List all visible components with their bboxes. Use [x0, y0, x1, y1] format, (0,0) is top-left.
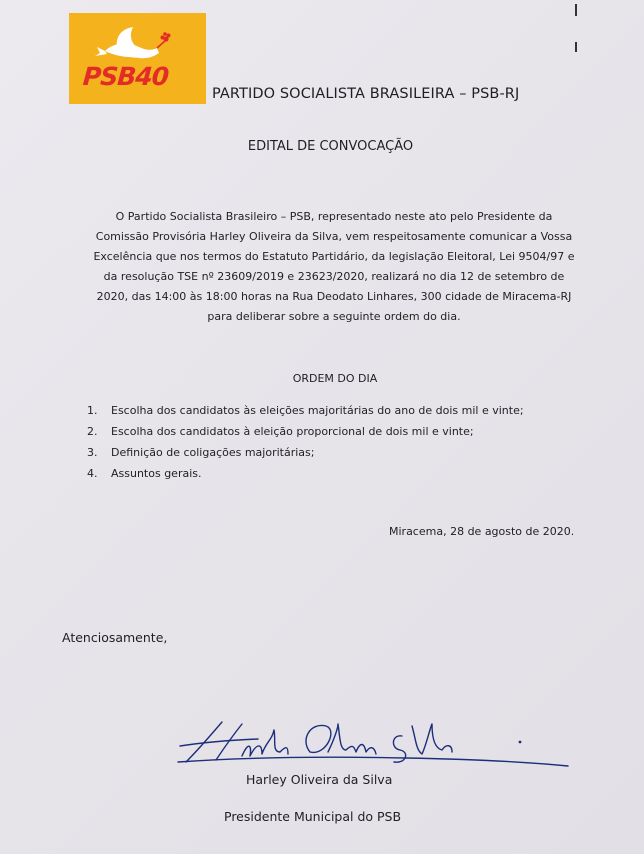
agenda-item — [87, 402, 524, 423]
agenda-item-number: 2. — [87, 425, 98, 438]
paragraph-line: O Partido Socialista Brasileiro – PSB, representado neste ato pelo Presidente da — [115, 210, 553, 223]
psb40-logo — [69, 13, 206, 104]
signer-role: Presidente Municipal do PSB — [224, 809, 402, 824]
closing-salutation: Atenciosamente, — [62, 630, 168, 645]
agenda-item-number: 4. — [87, 467, 98, 480]
place-date-line: Miracema, 28 de agosto de 2020. — [389, 525, 575, 538]
logo-wordmark: PSB40 — [81, 62, 170, 91]
agenda-list — [87, 402, 524, 486]
handwritten-signature — [176, 712, 576, 774]
agenda-item-text: Assuntos gerais. — [111, 467, 202, 480]
scan-mark — [575, 42, 577, 52]
agenda-item — [87, 465, 524, 486]
agenda-item — [87, 423, 524, 444]
paragraph-line: Excelência que nos termos do Estatuto Partidário, da legislação Eleitoral, Lei 9504/97 e — [93, 250, 575, 263]
agenda-item-number: 3. — [87, 446, 98, 459]
paragraph-line: Comissão Provisória Harley Oliveira da Silva, vem respeitosamente comunicar a Vossa — [95, 230, 573, 243]
document-title: EDITAL DE CONVOCAÇÃO — [247, 139, 414, 154]
convocation-paragraph — [64, 207, 604, 327]
agenda-item-text: Escolha dos candidatos às eleições majoritárias do ano de dois mil e vinte; — [111, 404, 524, 417]
signer-name: Harley Oliveira da Silva — [246, 772, 393, 787]
paragraph-line: da resolução TSE nº 23609/2019 e 23623/2020, realizará no dia 12 de setembro de — [103, 270, 565, 283]
agenda-title: ORDEM DO DIA — [292, 372, 378, 385]
agenda-item — [87, 444, 524, 465]
agenda-item-text: Escolha dos candidatos à eleição proporcional de dois mil e vinte; — [111, 425, 474, 438]
paragraph-line: 2020, das 14:00 às 18:00 horas na Rua Deodato Linhares, 300 cidade de Miracema-RJ — [96, 290, 572, 303]
scan-mark — [575, 4, 577, 16]
agenda-item-number: 1. — [87, 404, 98, 417]
agenda-item-text: Definição de coligações majoritárias; — [111, 446, 315, 459]
paragraph-line: para deliberar sobre a seguinte ordem do dia. — [207, 310, 461, 323]
party-name-heading: PARTIDO SOCIALISTA BRASILEIRA – PSB-RJ — [212, 86, 520, 102]
